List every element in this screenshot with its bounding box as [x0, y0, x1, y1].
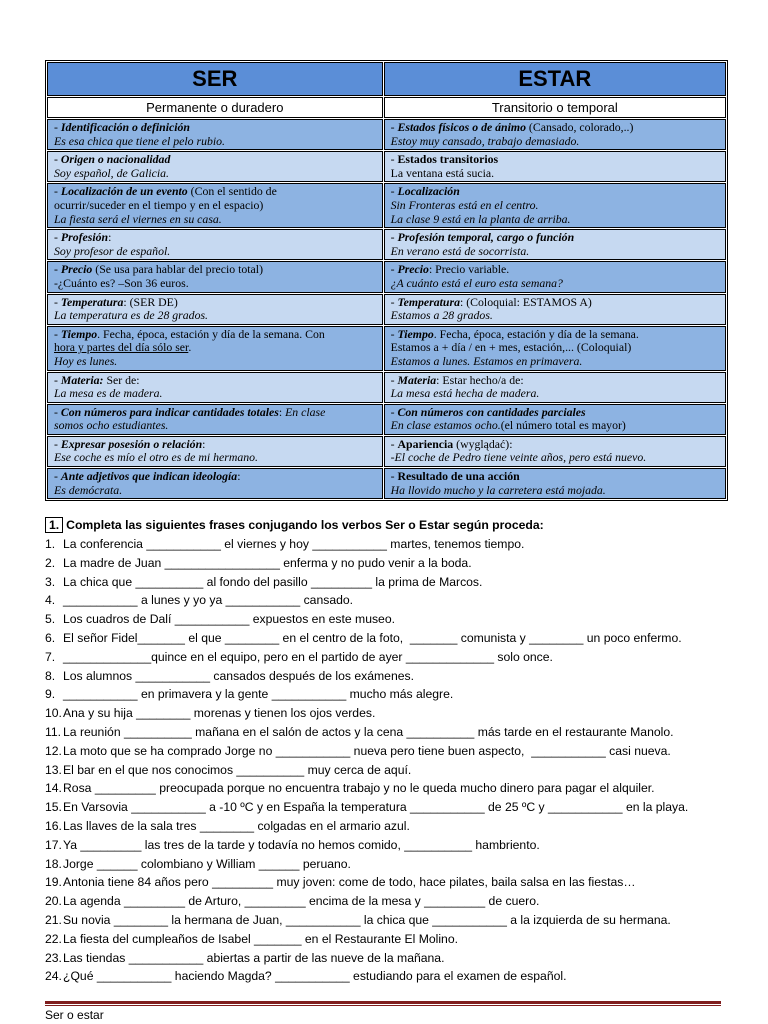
sentence-number: 23. — [45, 950, 62, 965]
exercise-sentence — [45, 817, 728, 836]
exercise-sentence — [45, 648, 728, 667]
sentence-text: El señor Fidel_______ el que ________ en el centro de la foto, _______ comunista y ________ un poco enfermo. — [63, 631, 682, 646]
sentence-number: 18. — [45, 856, 62, 871]
exercise-sentence — [45, 798, 728, 817]
rule-text: - — [54, 469, 61, 484]
rule-line — [391, 355, 719, 369]
exercise-sentence — [45, 554, 728, 573]
page-footer — [45, 1001, 721, 1022]
rule-line — [54, 451, 376, 465]
rule-text: : Estar hecho/a de: — [436, 372, 524, 387]
rule-text: Localización de un evento — [60, 184, 188, 199]
rule-row — [47, 436, 726, 467]
ser-rule-cell — [47, 294, 383, 325]
rule-row — [47, 261, 726, 292]
rule-text: Estoy muy cansado, trabajo demasiado. — [390, 133, 580, 148]
table-body — [47, 119, 726, 499]
exercise-sentence — [45, 742, 728, 761]
ser-rule-cell — [47, 326, 383, 371]
sentence-text: ___________ en primavera y la gente ___________ mucho más alegre. — [63, 687, 454, 702]
rule-text: Resultado de una acción — [397, 469, 520, 484]
exercise-sentence — [45, 779, 728, 798]
ser-rule-cell — [47, 119, 383, 150]
exercise-sentence — [45, 535, 728, 554]
rule-line — [54, 341, 376, 355]
ser-subheading: Permanente o duradero — [47, 97, 383, 118]
rule-text: - — [390, 372, 398, 387]
rule-text: Es esa chica que tiene el pelo rubio. — [54, 133, 226, 148]
sentence-number: 24. — [45, 969, 62, 984]
rule-row — [47, 404, 726, 435]
rule-line — [54, 374, 376, 388]
sentence-text: La conferencia ___________ el viernes y hoy ___________ martes, tenemos tiempo. — [63, 537, 525, 552]
rule-row — [47, 294, 726, 325]
rule-text: Tiempo — [397, 326, 434, 341]
rule-text: -El coche de Pedro tiene veinte años, pero está nuevo. — [390, 450, 647, 465]
rule-text: En clase — [285, 404, 326, 419]
rule-text: ¿A cuánto está el euro esta semana? — [390, 275, 563, 290]
rule-line — [391, 374, 719, 388]
sentence-text: Antonia tiene 84 años pero _________ muy joven: come de todo, hace pilates, baila salsa en las fiestas… — [63, 875, 636, 890]
rule-text: Profesión — [60, 230, 109, 245]
rule-text: Estamos a lunes. Estamos en primavera. — [390, 353, 583, 368]
rule-text: Origen o nacionalidad — [60, 152, 171, 167]
rule-text: . Fecha, época, estación y día de la semana. Con — [97, 326, 325, 341]
ser-estar-table — [45, 60, 728, 501]
rule-text: - — [54, 326, 61, 341]
rule-text: Identificación o definición — [60, 120, 190, 134]
rule-text: Sin Fronteras está en el centro. — [390, 197, 539, 212]
estar-rule-cell — [384, 468, 726, 499]
ser-rule-cell — [47, 468, 383, 499]
estar-rule-cell — [384, 404, 726, 435]
rule-line — [391, 277, 719, 291]
rule-row — [47, 468, 726, 499]
rule-line — [54, 328, 376, 342]
rule-text: ocurrir/suceder en el tiempo y en el espacio) — [54, 197, 264, 212]
rule-text: (Cansado, colorado,..) — [525, 120, 634, 134]
ser-rule-cell — [47, 436, 383, 467]
sentence-number: 22. — [45, 931, 62, 946]
sentence-text: La reunión __________ mañana en el salón de actos y la cena __________ más tarde en el restaurante Manolo. — [63, 725, 674, 740]
rule-line — [54, 199, 376, 213]
sentence-text: Ya _________ las tres de la tarde y todavía no hemos comido, __________ hambriento. — [63, 837, 540, 852]
rule-line — [391, 185, 719, 199]
rule-text: -¿Cuánto es? –Son 36 euros. — [54, 275, 189, 290]
sentence-number: 16. — [45, 819, 62, 833]
rule-text: (Con el sentido de — [187, 184, 277, 199]
rule-line — [391, 328, 719, 342]
sentence-text: El bar en el que nos conocimos __________ muy cerca de aquí. — [63, 762, 412, 777]
footer-rule — [45, 1001, 721, 1004]
rule-text: Es demócrata. — [54, 482, 123, 497]
exercise-sentence — [45, 667, 728, 686]
footer-title: Ser o estar — [45, 1008, 104, 1022]
sentence-number: 3. — [45, 574, 56, 589]
rule-text: En verano está de socorrista. — [390, 243, 530, 258]
sentence-text: Rosa _________ preocupada porque no encuentra trabajo y no le queda mucho dinero para pagar el alquiler. — [63, 781, 655, 796]
rule-text: La clase 9 está en la planta de arriba. — [390, 211, 571, 226]
rule-text: - — [54, 230, 61, 245]
rule-line — [54, 213, 376, 227]
rule-text: La mesa está hecha de madera. — [390, 386, 540, 401]
rule-line — [391, 296, 719, 310]
rule-line — [54, 167, 376, 181]
rule-text: - — [54, 294, 61, 309]
rule-text: - — [390, 436, 398, 451]
table-subheader-row — [47, 97, 726, 118]
rule-text: Soy profesor de español. — [54, 243, 171, 258]
rule-text: Estamos a 28 grados. — [390, 308, 493, 323]
sentence-number: 13. — [45, 762, 62, 777]
rule-line — [391, 470, 719, 484]
rule-row — [47, 229, 726, 260]
rule-text: La ventana está sucia. — [390, 165, 495, 180]
estar-rule-cell — [384, 294, 726, 325]
rule-text: Ese coche es mío el otro es de mi hermano. — [54, 450, 258, 465]
rule-text: - — [54, 404, 61, 419]
rule-text: Temperatura — [60, 294, 124, 309]
estar-rule-cell — [384, 326, 726, 371]
rule-text: Precio — [397, 262, 429, 277]
rule-line — [391, 199, 719, 213]
rule-line — [54, 387, 376, 401]
sentence-number: 17. — [45, 837, 62, 852]
exercise-list — [45, 535, 728, 986]
rule-text: - — [390, 404, 398, 419]
rule-line — [391, 167, 719, 181]
sentence-text: ___________ a lunes y yo ya ___________ cansado. — [63, 593, 354, 608]
rule-line — [391, 231, 719, 245]
sentence-number: 10. — [45, 706, 62, 721]
rule-line — [391, 213, 719, 227]
rule-text: - — [54, 120, 61, 134]
rule-line — [391, 387, 719, 401]
table-header-row — [47, 62, 726, 96]
sentence-text: _____________quince en el equipo, pero en el partido de ayer _____________ solo once. — [63, 649, 553, 664]
sentence-number: 9. — [45, 687, 56, 702]
rule-row — [47, 119, 726, 150]
rule-text: somos ocho estudiantes. — [54, 418, 169, 433]
rule-line — [391, 406, 719, 420]
rule-line — [391, 309, 719, 323]
sentence-text: Los alumnos ___________ cansados después de los exámenes. — [63, 668, 414, 683]
rule-line — [54, 135, 376, 149]
estar-rule-cell — [384, 119, 726, 150]
rule-text: - — [390, 294, 398, 309]
rule-line — [391, 484, 719, 498]
estar-rule-cell — [384, 436, 726, 467]
rule-line — [54, 245, 376, 259]
rule-text: - — [54, 436, 61, 451]
estar-rule-cell — [384, 261, 726, 292]
rule-line — [54, 470, 376, 484]
estar-heading: ESTAR — [384, 62, 726, 96]
rule-text: - — [390, 230, 398, 245]
exercise-instruction-text: Completa las siguientes frases conjugando los verbos Ser o Estar según proceda: — [66, 518, 544, 533]
sentence-number: 20. — [45, 894, 62, 909]
estar-subheading: Transitorio o temporal — [384, 97, 726, 118]
rule-text: - — [390, 152, 398, 167]
sentence-number: 12. — [45, 743, 62, 758]
exercise-sentence — [45, 873, 728, 892]
rule-line — [391, 121, 719, 135]
exercise-sentence — [45, 629, 728, 648]
sentence-text: La moto que se ha comprado Jorge no ___________ nueva pero tiene buen aspecto, ___________ casi nueva. — [63, 743, 671, 758]
sentence-number: 6. — [45, 631, 56, 646]
rule-text: : — [237, 469, 241, 484]
rule-line — [54, 231, 376, 245]
rule-text: Temperatura — [397, 294, 460, 309]
sentence-text: Su novia ________ la hermana de Juan, ___________ la chica que ___________ a la izquierda de su hermana. — [63, 912, 671, 927]
sentence-text: En Varsovia ___________ a -10 ºC y en España la temperatura ___________ de 25 ºC y ___________ en la playa. — [63, 800, 689, 815]
sentence-text: La chica que __________ al fondo del pasillo _________ la prima de Marcos. — [63, 574, 483, 589]
exercise-instruction — [45, 516, 728, 535]
exercise-sentence — [45, 967, 728, 986]
estar-rule-cell — [384, 229, 726, 260]
rule-text: - — [390, 469, 398, 484]
rule-text: Profesión temporal, cargo o función — [397, 230, 575, 245]
rule-line — [54, 438, 376, 452]
ser-rule-cell — [47, 372, 383, 403]
rule-text: Hoy es lunes. — [54, 353, 118, 368]
sentence-text: ¿Qué ___________ haciendo Magda? ___________ estudiando para el examen de español. — [63, 969, 567, 984]
rule-line — [54, 309, 376, 323]
exercise-sentence — [45, 723, 728, 742]
rule-text: Ser de: — [103, 372, 140, 387]
rule-line — [391, 341, 719, 355]
footer-rule-thin — [45, 1005, 721, 1006]
rule-row — [47, 151, 726, 182]
estar-rule-cell — [384, 183, 726, 228]
rule-text: . — [188, 340, 192, 355]
rule-text: - — [390, 120, 398, 134]
rule-text: Localización — [397, 184, 460, 199]
rule-row — [47, 372, 726, 403]
exercise-sentence — [45, 685, 728, 704]
rule-text: - — [390, 184, 398, 199]
exercise-sentence — [45, 704, 728, 723]
sentence-number: 8. — [45, 668, 56, 683]
exercise-section — [45, 516, 728, 986]
ser-rule-cell — [47, 229, 383, 260]
rule-text: - — [390, 326, 398, 341]
rule-text: Estados transitorios — [397, 152, 499, 167]
exercise-number-box: 1. — [45, 517, 63, 533]
rule-line — [391, 263, 719, 277]
rule-text: En clase estamos ocho. — [390, 418, 501, 433]
ser-rule-cell — [47, 151, 383, 182]
estar-rule-cell — [384, 151, 726, 182]
sentence-number: 4. — [45, 593, 56, 608]
rule-text: La mesa es de madera. — [54, 386, 163, 401]
exercise-sentence — [45, 591, 728, 610]
exercise-sentence — [45, 836, 728, 855]
rule-line — [391, 153, 719, 167]
sentence-text: Ana y su hija ________ morenas y tienen los ojos verdes. — [63, 706, 376, 721]
sentence-text: Los cuadros de Dalí ___________ expuestos en este museo. — [63, 612, 396, 627]
rule-line — [391, 419, 719, 433]
rule-text: - — [54, 152, 61, 167]
rule-text: Ante adjetivos que indican ideología — [60, 469, 238, 484]
rule-text: Materia: — [60, 372, 104, 387]
rule-text: La fiesta será el viernes en su casa. — [54, 211, 222, 226]
sentence-number: 14. — [45, 781, 62, 796]
rule-text: : — [202, 436, 206, 451]
sentence-number: 21. — [45, 912, 62, 927]
ser-rule-cell — [47, 183, 383, 228]
rule-text: Precio — [60, 262, 93, 277]
sentence-number: 15. — [45, 800, 62, 815]
exercise-sentence — [45, 930, 728, 949]
rule-text: Ha llovido mucho y la carretera está mojada. — [390, 482, 606, 497]
rule-text: (el número total es mayor) — [500, 418, 626, 433]
sentence-text: La madre de Juan _________________ enferma y no pudo venir a la boda. — [63, 555, 472, 570]
rule-text: (Se usa para hablar del precio total) — [92, 262, 263, 277]
rule-line — [54, 355, 376, 369]
ser-heading: SER — [47, 62, 383, 96]
rule-text: : — [278, 404, 286, 419]
rule-text: Apariencia — [397, 436, 454, 451]
sentence-text: La fiesta del cumpleaños de Isabel _______ en el Restaurante El Molino. — [63, 931, 458, 946]
rule-text: Estamos a + día / en + mes, estación,... (Coloquial) — [390, 340, 632, 355]
rule-text: . Fecha, época, estación y día de la semana. — [433, 326, 639, 341]
rule-text: : — [108, 230, 112, 245]
rule-text: : Precio variable. — [428, 262, 510, 277]
rule-line — [391, 451, 719, 465]
worksheet-content — [45, 60, 728, 986]
rule-text: La temperatura es de 28 grados. — [54, 308, 209, 323]
sentence-number: 5. — [45, 612, 56, 627]
rule-line — [54, 263, 376, 277]
estar-rule-cell — [384, 372, 726, 403]
rule-line — [54, 296, 376, 310]
rule-line — [54, 153, 376, 167]
ser-rule-cell — [47, 261, 383, 292]
ser-rule-cell — [47, 404, 383, 435]
exercise-sentence — [45, 911, 728, 930]
exercise-sentence — [45, 855, 728, 874]
rule-row — [47, 183, 726, 228]
rule-text: : (SER DE) — [123, 294, 178, 309]
sentence-text: Las tiendas ___________ abiertas a partir de las nueve de la mañana. — [63, 950, 445, 965]
sentence-number: 1. — [45, 537, 56, 552]
rule-line — [391, 135, 719, 149]
rule-line — [391, 245, 719, 259]
sentence-number: 2. — [45, 555, 56, 570]
sentence-text: Las llaves de la sala tres ________ colgadas en el armario azul. — [63, 819, 410, 833]
sentence-text: Jorge ______ colombiano y William ______ peruano. — [63, 856, 351, 871]
sentence-number: 7. — [45, 649, 56, 664]
rule-text: - — [54, 372, 61, 387]
rule-line — [54, 185, 376, 199]
exercise-sentence — [45, 573, 728, 592]
rule-text: hora y partes del día sólo ser — [54, 340, 189, 355]
rule-text: - — [390, 262, 398, 277]
sentence-text: La agenda _________ de Arturo, _________ encima de la mesa y _________ de cuero. — [63, 894, 540, 909]
rule-text: Estados físicos o de ánimo — [397, 120, 526, 134]
rule-text: Materia — [397, 372, 437, 387]
rule-line — [391, 438, 719, 452]
exercise-sentence — [45, 610, 728, 629]
rule-text: Con números con cantidades parciales — [397, 404, 586, 419]
rule-line — [54, 419, 376, 433]
rule-text: (wyglądać): — [453, 436, 513, 451]
rule-line — [54, 406, 376, 420]
sentence-number: 11. — [45, 725, 62, 740]
sentence-number: 19. — [45, 875, 62, 890]
rule-line — [54, 277, 376, 291]
rule-line — [54, 484, 376, 498]
rule-text: Tiempo — [60, 326, 98, 341]
rule-row — [47, 326, 726, 371]
rule-text: : (Coloquial: ESTAMOS A) — [460, 294, 592, 309]
rule-line — [54, 121, 376, 135]
exercise-sentence — [45, 761, 728, 780]
rule-text: Con números para indicar cantidades totales — [60, 404, 279, 419]
rule-text: - — [54, 184, 61, 199]
rule-text: Soy español, de Galicia. — [54, 165, 169, 180]
rule-text: Expresar posesión o relación — [60, 436, 203, 451]
rule-text: - — [54, 262, 61, 277]
exercise-sentence — [45, 949, 728, 968]
exercise-sentence — [45, 892, 728, 911]
